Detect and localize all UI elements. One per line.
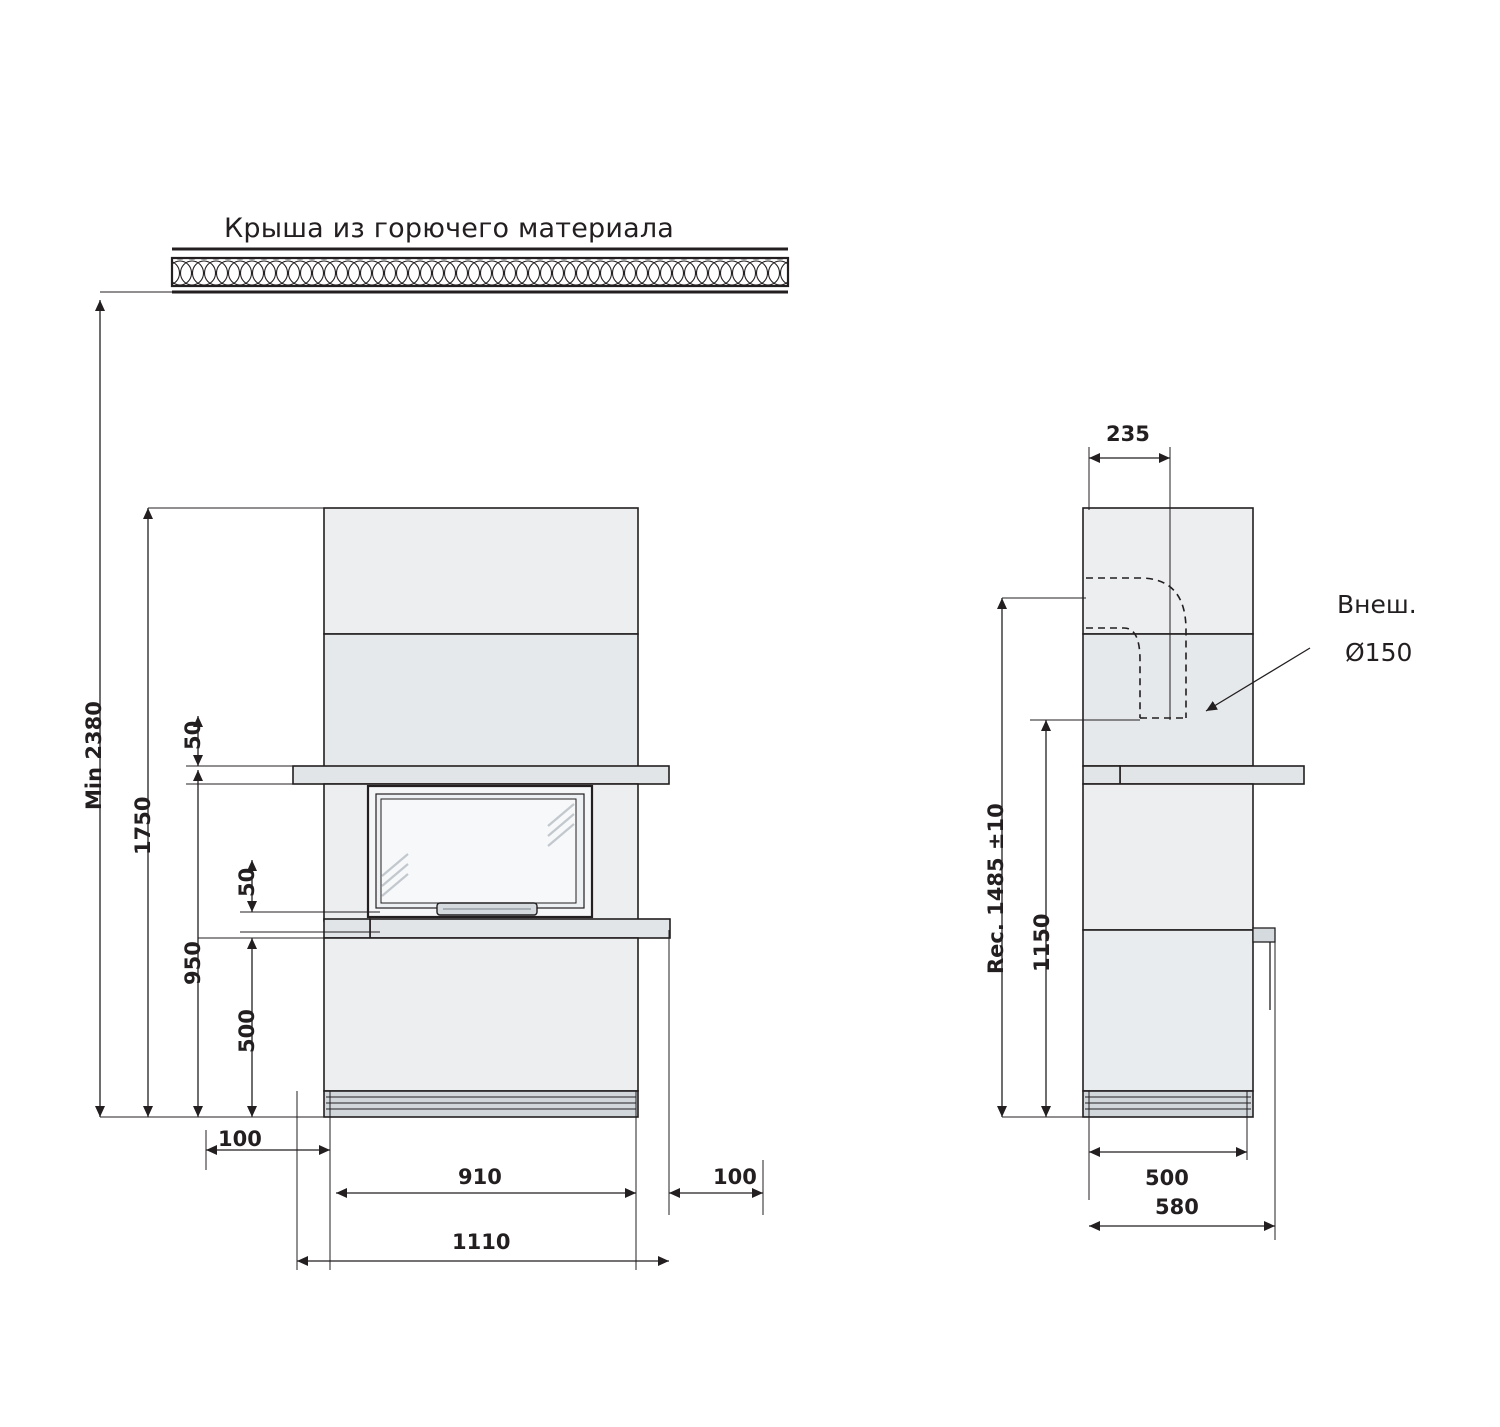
- dim-clearance-left-100: 100: [218, 1127, 262, 1151]
- ceiling-title-label: Крыша из горючего материала: [224, 213, 675, 244]
- dim-rec-1485: Rec. 1485 ±10: [984, 803, 1008, 974]
- dim-1150: 1150: [1030, 913, 1054, 972]
- dim-gap-top-50: 50: [181, 720, 205, 750]
- dim-depth-580: 580: [1155, 1195, 1199, 1219]
- dim-1110: 1110: [452, 1230, 511, 1254]
- dim-950: 950: [181, 941, 205, 985]
- dim-500: 500: [235, 1009, 259, 1053]
- outlet-note-line2: Ø150: [1345, 638, 1413, 667]
- dim-gap-50: 50: [235, 867, 259, 897]
- side-view-stove: [1083, 508, 1304, 1117]
- dim-min-2380: Min 2380: [82, 701, 106, 810]
- dim-depth-500: 500: [1145, 1166, 1189, 1190]
- dim-910: 910: [458, 1165, 502, 1189]
- front-view-stove: [293, 508, 670, 1117]
- ceiling-assembly: [172, 249, 788, 292]
- dim-1750: 1750: [131, 796, 155, 855]
- dim-235: 235: [1106, 422, 1150, 446]
- outlet-note-line1: Внеш.: [1337, 590, 1417, 619]
- dim-clearance-right-100: 100: [713, 1165, 757, 1189]
